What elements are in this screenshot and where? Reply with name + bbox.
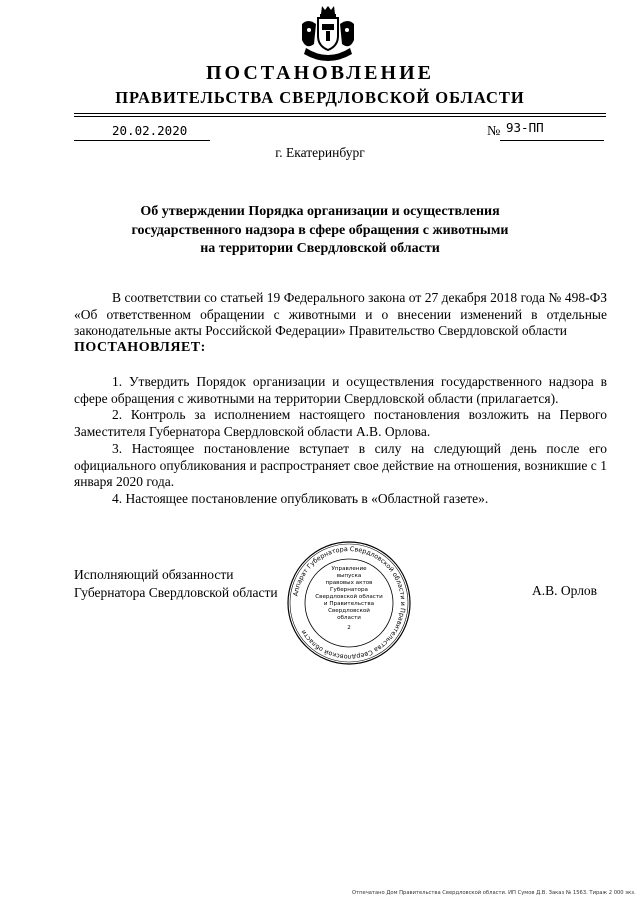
city: г. Екатеринбург: [275, 145, 365, 160]
number-label: №: [487, 124, 501, 139]
print-footer: Отпечатано Дом Правительства Свердловской области. ИП Сумов Д.В. Заказ № 1563. Тираж 2 000 экз.: [352, 890, 636, 896]
document-type-heading: ПОСТАНОВЛЕНИЕ: [206, 62, 434, 84]
document-title: [0, 203, 640, 259]
signatory-position: [74, 566, 278, 601]
decree-word: ПОСТАНОВЛЯЕТ:: [74, 340, 206, 356]
stamp-inner-line: Свердловской области: [315, 594, 383, 600]
title-line: Об утверждении Порядка организации и осуществления: [140, 204, 500, 219]
header-rule-top: [74, 113, 606, 114]
document-number: 93-ПП: [506, 120, 544, 135]
stamp-inner-line: Свердловской: [328, 608, 370, 614]
number-underline: [500, 140, 604, 141]
preamble-block: [74, 290, 607, 357]
stamp-inner-line: выпуска: [336, 573, 362, 579]
decree-items: [74, 374, 607, 508]
stamp-inner-line: 2: [347, 625, 351, 631]
stamp-inner-line: и Правительства: [323, 601, 375, 607]
header-rule-bottom: [74, 116, 606, 117]
stamp-ring-text: Аппарат Губернатора Свердловской области и Правительства Свердловской области: [291, 544, 408, 662]
signatory-position-line: Губернатора Свердловской области: [74, 584, 278, 600]
preamble-paragraph: В соответствии со статьей 19 Федерального закона от 27 декабря 2018 года № 498-ФЗ «Об ответственном обращении с животными и о внесении изменений в отдельные законодательные акты Российской Федерации» Правительство Свердловской области: [74, 290, 607, 339]
stamp-inner-line: Губернатора: [330, 587, 368, 593]
official-stamp: [286, 540, 412, 666]
title-line: на территории Свердловской области: [200, 241, 440, 256]
issuing-authority-heading: ПРАВИТЕЛЬСТВА СВЕРДЛОВСКОЙ ОБЛАСТИ: [115, 88, 525, 107]
document-date: 20.02.2020: [112, 123, 188, 138]
date-underline: [74, 140, 210, 141]
title-line: государственного надзора в сфере обращения с животными: [131, 222, 509, 238]
decree-item: 3. Настоящее постановление вступает в силу на следующий день после его официального опубликования и распространяет свое действие на отношения, возникшие с 1 января 2020 года.: [74, 440, 607, 490]
decree-item: 1. Утвердить Порядок организации и осуществления государственного надзора в сфере обращения с животными на территории Свердловской области (прилагается).: [74, 374, 607, 406]
stamp-inner-line: области: [337, 615, 361, 621]
signatory-position-line: Исполняющий обязанности: [74, 567, 234, 582]
signatory-name: А.В. Орлов: [532, 583, 598, 598]
stamp-inner-line: правовых актов: [325, 580, 373, 586]
coat-of-arms-emblem: [300, 4, 356, 64]
decree-item: 2. Контроль за исполнением настоящего постановления возложить на Первого Заместителя Губернатора Свердловской области А.В. Орлова.: [74, 407, 607, 440]
stamp-inner-line: Управление: [331, 566, 367, 572]
decree-item: 4. Настоящее постановление опубликовать в «Областной газете».: [112, 490, 489, 506]
